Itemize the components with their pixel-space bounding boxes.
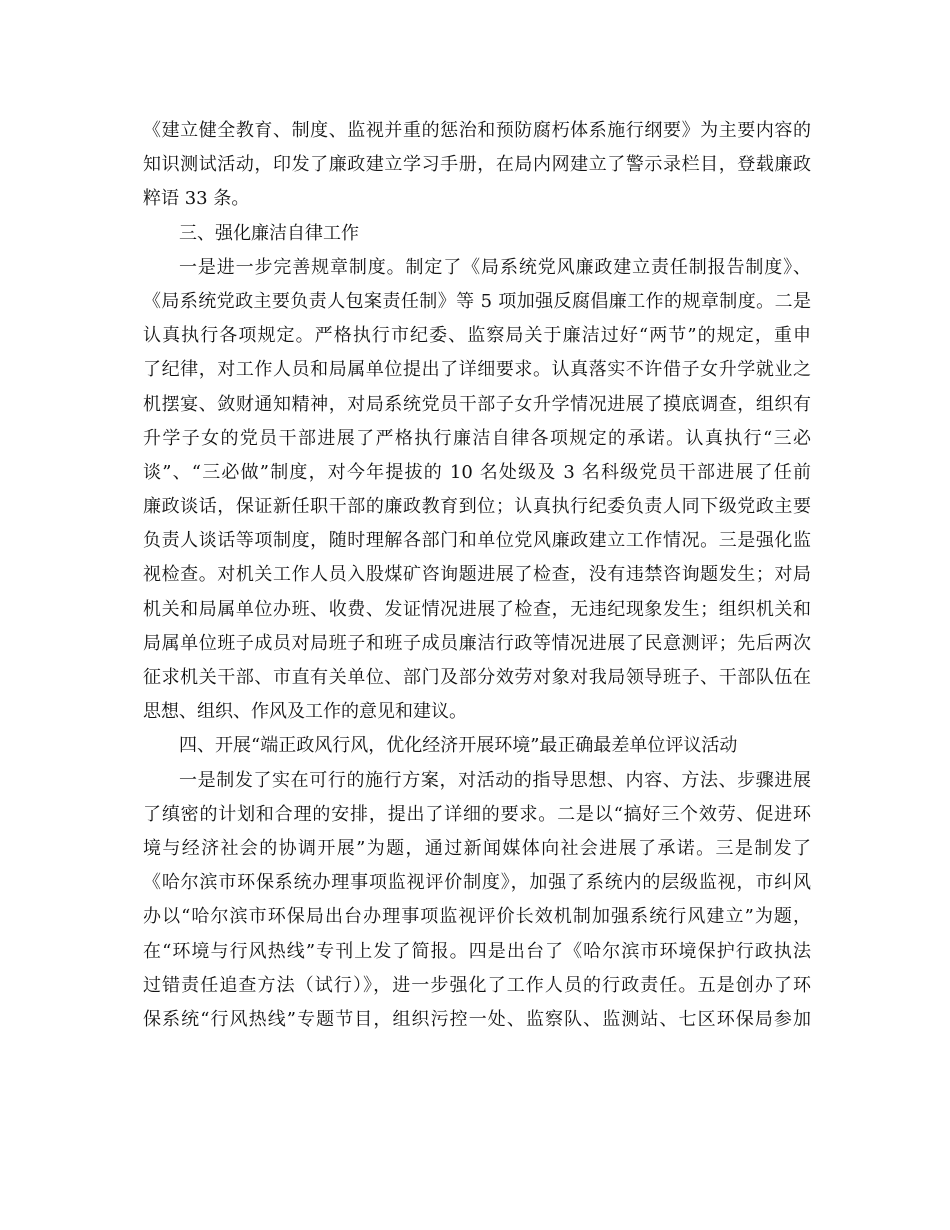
body-text-line: 一是制发了实在可行的施行方案，对活动的指导思想、内容、方法、步骤进展 (179, 769, 811, 791)
body-text-line: 知识测试活动，印发了廉政建立学习手册，在局内网建立了警示录栏目，登载廉政 (143, 154, 811, 176)
document-body (143, 114, 811, 1037)
body-text-line: 升学子女的党员干部进展了严格执行廉洁自律各项规定的承诺。认真执行“三必 (143, 427, 811, 449)
body-text-line: 征求机关干部、市直有关单位、部门及部分效劳对象对我局领导班子、干部队伍在 (143, 667, 811, 688)
body-text-line: 认真执行各项规定。严格执行市纪委、监察局关于廉洁过好“两节”的规定，重申 (143, 325, 811, 347)
body-text-line: 廉政谈话，保证新任职干部的廉政教育到位；认真执行纪委负责人同下级党政主要 (143, 496, 811, 518)
body-text-line: 办以“哈尔滨市环保局出台办理事项监视评价长效机制加强系统行风建立”为题， (143, 906, 811, 928)
body-text-line: 三、强化廉洁自律工作 (179, 222, 359, 244)
body-text-line: 四、开展“端正政风行风，优化经济开展环境”最正确最差单位评议活动 (179, 735, 738, 757)
body-text-line: 一是进一步完善规章制度。制定了《局系统党风廉政建立责任制报告制度》、 (179, 256, 811, 278)
body-text-line: 了纪律，对工作人员和局属单位提出了详细要求。认真落实不许借子女升学就业之 (143, 359, 811, 381)
body-text-line: 《局系统党政主要负责人包案责任制》等 5 项加强反腐倡廉工作的规章制度。二是 (143, 290, 811, 312)
body-text-line: 视检查。对机关工作人员入股煤矿咨询题进展了检查，没有违禁咨询题发生；对局 (143, 564, 811, 586)
body-text-line: 保系统“行风热线”专题节目，组织污控一处、监察队、监测站、七区环保局参加 (143, 1008, 811, 1030)
body-text-line: 粹语 33 条。 (143, 188, 250, 210)
body-text-line: 过错责任追查方法（试行）》，进一步强化了工作人员的行政责任。五是创办了环 (143, 974, 811, 996)
body-text-line: 了缜密的计划和合理的安排，提出了详细的要求。二是以“搞好三个效劳、促进环 (143, 803, 811, 825)
body-text-line: 《哈尔滨市环保系统办理事项监视评价制度》，加强了系统内的层级监视，市纠风 (143, 872, 811, 894)
body-text-line: 谈”、“三必做”制度，对今年提拔的 10 名处级及 3 名科级党员干部进展了任前 (143, 461, 811, 483)
body-text-line: 《建立健全教育、制度、监视并重的惩治和预防腐朽体系施行纲要》为主要内容的 (143, 120, 811, 141)
body-text-line: 思想、组织、作风及工作的意见和建议。 (143, 701, 467, 723)
body-text-line: 境与经济社会的协调开展”为题，通过新闻媒体向社会进展了承诺。三是制发了 (143, 837, 811, 859)
body-text-line: 局属单位班子成员对局班子和班子成员廉洁行政等情况进展了民意测评；先后两次 (143, 632, 811, 654)
body-text-line: 机关和局属单位办班、收费、发证情况进展了检查，无违纪现象发生；组织机关和 (143, 598, 811, 620)
body-text-line: 在“环境与行风热线”专刊上发了简报。四是出台了《哈尔滨市环境保护行政执法 (143, 940, 811, 962)
body-text-line: 负责人谈话等项制度，随时理解各部门和单位党风廉政建立工作情况。三是强化监 (143, 530, 811, 552)
body-text-line: 机摆宴、敛财通知精神，对局系统党员干部子女升学情况进展了摸底调查，组织有 (143, 393, 811, 415)
